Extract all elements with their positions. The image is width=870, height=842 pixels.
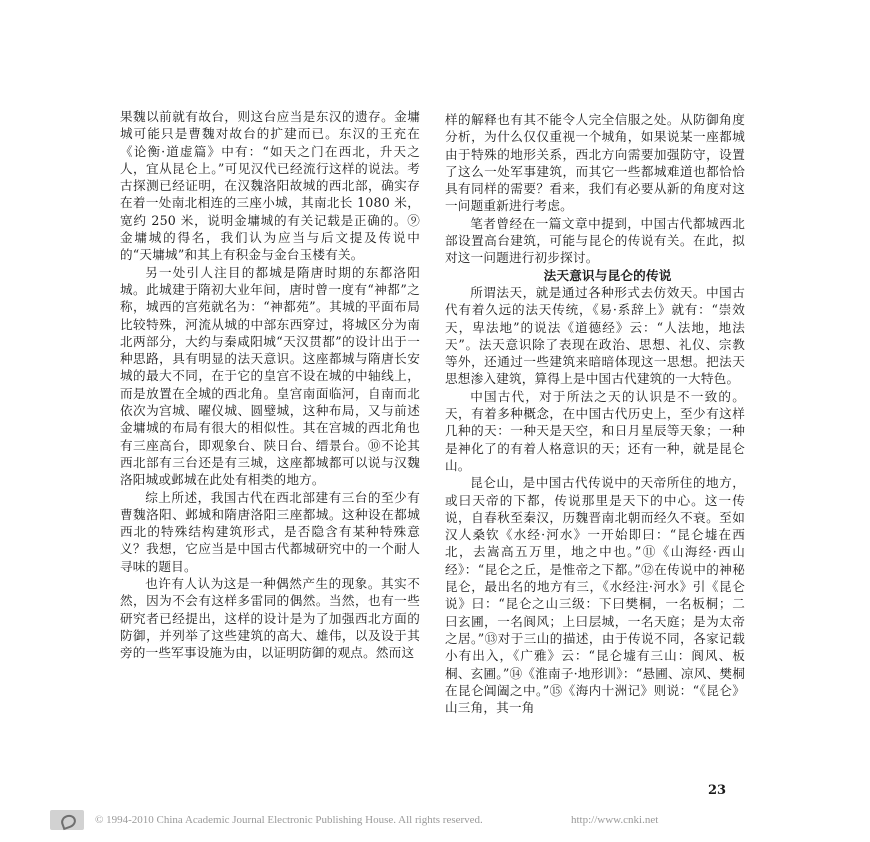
page-number: 23 (708, 783, 727, 798)
footer (40, 812, 840, 832)
paragraph: 中国古代，对于所法之天的认识是不一致的。天，有着多种概念，在中国古代历史上，至少有这样几种的天：一种天是天空，和日月星辰等天象；一种是神化了的有着人格意识的天；还有一种，就是昆仑山。 (445, 388, 745, 473)
right-text-column (445, 111, 745, 716)
copyright-text: © 1994-2010 China Academic Journal Electronic Publishing House. All rights reserved. (95, 814, 483, 826)
paragraph: 所谓法天，就是通过各种形式去仿效天。中国古代有着久远的法天传统，《易·系辞上》就有：“崇效天，卑法地”的说法《道德经》云：“人法地，地法天”。法天意识除了表现在政治、思想、礼仪、宗教等外，还通过一些建筑来暗暗体现这一思想。把法天思想渗入建筑，算得上是中国古代建筑的一大特色。 (445, 284, 745, 387)
paragraph: 也许有人认为这是一种偶然产生的现象。其实不然，因为不会有这样多雷同的偶然。当然，也有一些研究者已经提出，这样的设计是为了加强西北方面的防御，并列举了这些建筑的高大、雄伟，以及设于其旁的一些军事设施为由，以证明防御的观点。然而这 (120, 576, 420, 661)
cnki-logo-icon (50, 810, 84, 830)
footer-link[interactable]: http://www.cnki.net (571, 814, 659, 826)
paragraph: 昆仑山，是中国古代传说中的天帝所住的地方，或曰天帝的下都，传说那里是天下的中心。这一传说，自春秋至秦汉，历魏晋南北朝而经久不衰。至如汉人桑钦《水经·河水》一开始即曰：“昆仑墟在西北，去嵩高五万里，地之中也。”⑪《山海经·西山经》：“昆仑之丘，是惟帝之下都。”⑫在传说中的神秘昆仑，最出名的地方有三，《水经注·河水》引《昆仑说》曰：“昆仑之山三级：下曰樊桐，一名板桐；二曰玄圃，一名阆风；上曰层城，一名天庭；是为太帝之居。”⑬对于三山的描述，由于传说不同，各家记载小有出入，《广雅》云：“昆仑墟有三山：阆风、板桐、玄圃。”⑭《淮南子·地形训》：“悬圃、凉风、樊桐在昆仑阊阖之中。”⑮《海内十洲记》则说：“《昆仑》山三角，其一角 (445, 475, 745, 716)
paragraph: 果魏以前就有故台，则这台应当是东汉的遗存。金墉城可能只是曹魏对故台的扩建而已。东汉的王充在《论衡·道虚篇》中有：“如天之门在西北，升天之人，宜从昆仑上。”可见汉代已经流行这样的说法。考古探测已经证明，在汉魏洛阳故城的西北部，确实存在着一处南北相连的三座小城，其南北长 1080 米，宽约 250 米，说明金墉城的有关记载是正确的。⑨金墉城的得名，我们认为应当与后文提及传说中的“天墉城”和其上有积金与金台玉楼有关。 (120, 109, 420, 263)
left-text-column (120, 108, 420, 662)
section-heading: 法天意识与昆仑的传说 (543, 267, 672, 283)
paragraph: 综上所述，我国古代在西北部建有三台的至少有曹魏洛阳、邺城和隋唐洛阳三座都城。这种设在都城西北的特殊结构建筑形式，是否隐含有某种特殊意义？我想，它应当是中国古代都城研究中的一个耐人寻味的题目。 (120, 489, 420, 574)
paragraph: 另一处引人注目的都城是隋唐时期的东都洛阳城。此城建于隋初大业年间，唐时曾一度有“神都”之称，城西的宫苑就名为：“神都苑”。其城的平面布局比较特殊，河流从城的中部东西穿过，将城区分为南北两部分，大约与秦咸阳城“天汉贯都”的设计出于一种思路，具有明显的法天意识。这座都城与隋唐长安城的最大不同，在于它的皇宫不设在城的中轴线上，而是放置在全城的西北角。皇宫南面临河，自南而北依次为宫城、曜仪城、圆璧城，这种布局，又与前述金墉城的布局有很大的相似性。其在宫城的西北角也有三座高台，即观象台、陕日台、缙景台。⑩不论其西北部有三台还是有三城，这座都城都可以说与汉魏洛阳城或邺城在此处有相类的地方。 (120, 264, 420, 488)
paragraph: 笔者曾经在一篇文章中提到，中国古代都城西北部设置高台建筑，可能与昆仑的传说有关。在此，拟对这一问题进行初步探讨。 (445, 215, 745, 266)
paragraph: 样的解释也有其不能令人完全信服之处。从防御角度分析，为什么仅仅重视一个城角，如果说某一座都城由于特殊的地形关系，西北方向需要加强防守，设置了这么一处军事建筑，而其它一些都城难道也都恰恰具有同样的需要？看来，我们有必要从新的角度对这一问题重新进行考虑。 (445, 112, 745, 214)
